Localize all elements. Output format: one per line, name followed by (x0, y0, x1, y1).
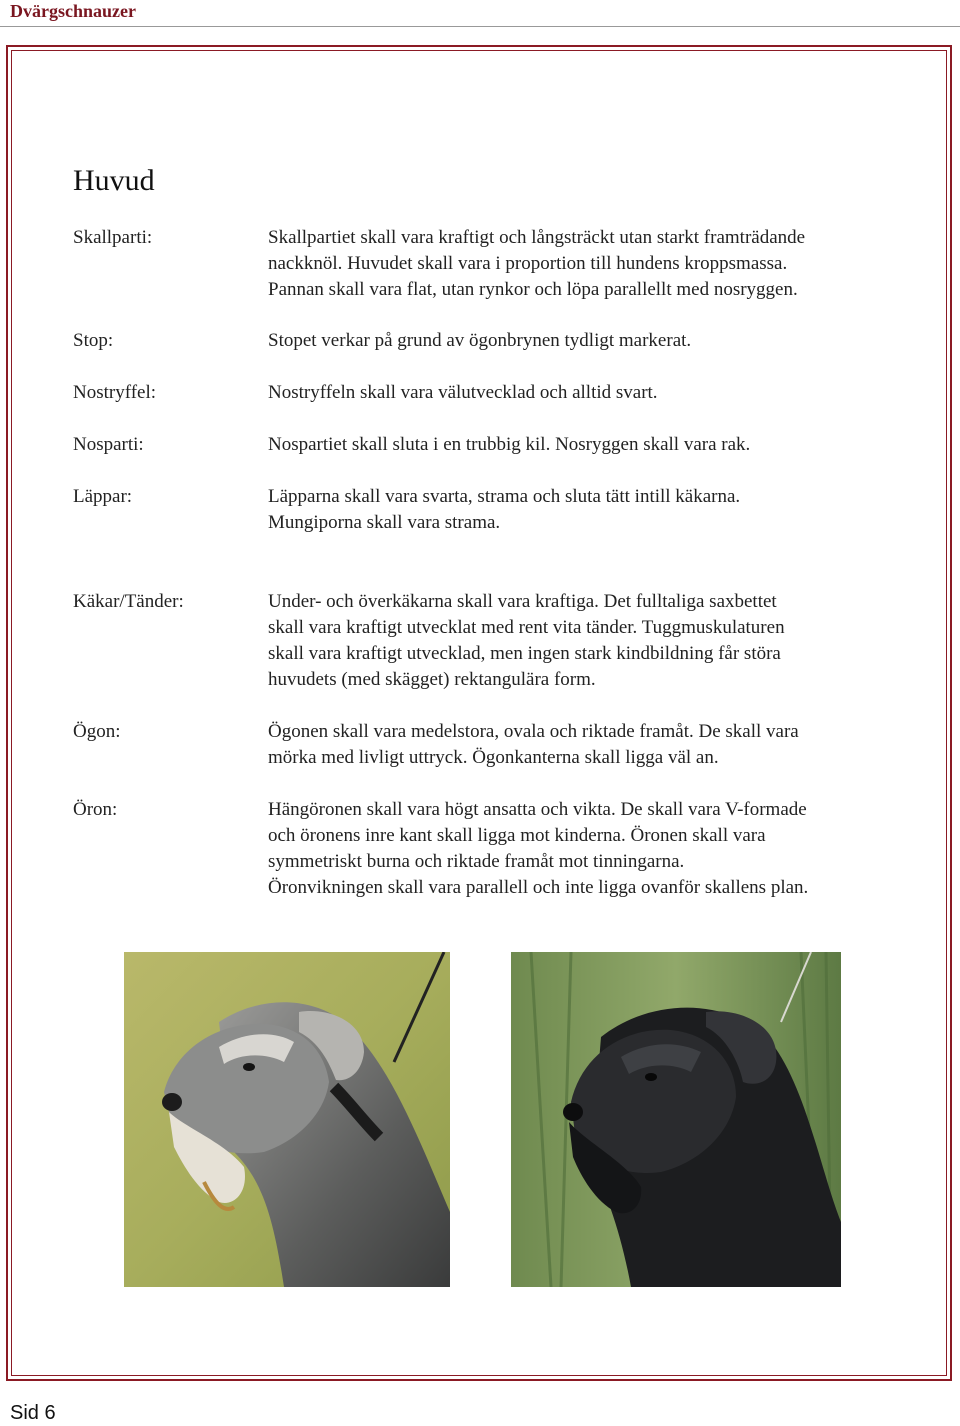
text-line: nackknöl. Huvudet skall vara i proportion till hundens kroppsmassa. (268, 253, 788, 274)
text-line: Ögonen skall vara medelstora, ovala och riktade framåt. De skall vara (268, 721, 799, 742)
text-line: symmetriskt burna och riktade framåt mot tinningarna. (268, 851, 685, 872)
text-line: skall vara kraftigt utvecklat med rent vita tänder. Tuggmuskulaturen (268, 617, 785, 638)
text-line: skall vara kraftigt utvecklad, men ingen stark kindbildning får störa (268, 643, 781, 664)
photo-black-schnauzer (511, 952, 841, 1287)
text-line: Hängöronen skall vara högt ansatta och vikta. De skall vara V-formade (268, 799, 807, 820)
header-divider (0, 26, 960, 27)
entry-label-skallparti: Skallparti: (73, 227, 153, 248)
text-line: Nostryffeln skall vara välutvecklad och alltid svart. (268, 382, 658, 403)
document-header-title: Dvärgschnauzer (10, 1, 136, 21)
entry-label-nosparti: Nosparti: (73, 434, 144, 455)
text-line: mörka med livligt uttryck. Ögonkanterna skall ligga väl an. (268, 747, 719, 768)
photo-salt-pepper-schnauzer (124, 952, 450, 1287)
entry-label-lappar: Läppar: (73, 486, 133, 507)
entry-label-kakar-tander: Käkar/Tänder: (73, 591, 184, 612)
entry-label-stop: Stop: (73, 330, 114, 351)
text-line: Läpparna skall vara svarta, strama och sluta tätt intill käkarna. (268, 486, 741, 507)
text-line: Pannan skall vara flat, utan rynkor och löpa parallellt med nosryggen. (268, 279, 798, 300)
section-title: Huvud (73, 164, 155, 197)
entry-text-skallparti (268, 225, 918, 303)
page-number: Sid 6 (10, 1402, 56, 1424)
entry-text-nostryffel (268, 380, 918, 406)
entry-text-ogon (268, 719, 918, 771)
entry-text-stop (268, 328, 918, 354)
entry-text-oron (268, 797, 918, 901)
text-line: Under- och överkäkarna skall vara kraftiga. Det fulltaliga saxbettet (268, 591, 777, 612)
entry-text-lappar (268, 484, 918, 536)
text-line: Nospartiet skall sluta i en trubbig kil. Nosryggen skall vara rak. (268, 434, 751, 455)
entry-label-nostryffel: Nostryffel: (73, 382, 157, 403)
text-line: och öronens inre kant skall ligga mot kinderna. Öronen skall vara (268, 825, 766, 846)
entry-label-oron: Öron: (73, 799, 118, 820)
entry-text-nosparti (268, 432, 918, 458)
text-line: Skallpartiet skall vara kraftigt och långsträckt utan starkt framträdande (268, 227, 806, 248)
entry-text-kakar-tander (268, 589, 918, 693)
text-line: Öronvikningen skall vara parallell och inte ligga ovanför skallens plan. (268, 877, 809, 898)
entry-label-ogon: Ögon: (73, 721, 121, 742)
text-line: Stopet verkar på grund av ögonbrynen tydligt markerat. (268, 330, 692, 351)
text-line: huvudets (med skägget) rektangulära form. (268, 669, 596, 690)
text-line: Mungiporna skall vara strama. (268, 512, 501, 533)
